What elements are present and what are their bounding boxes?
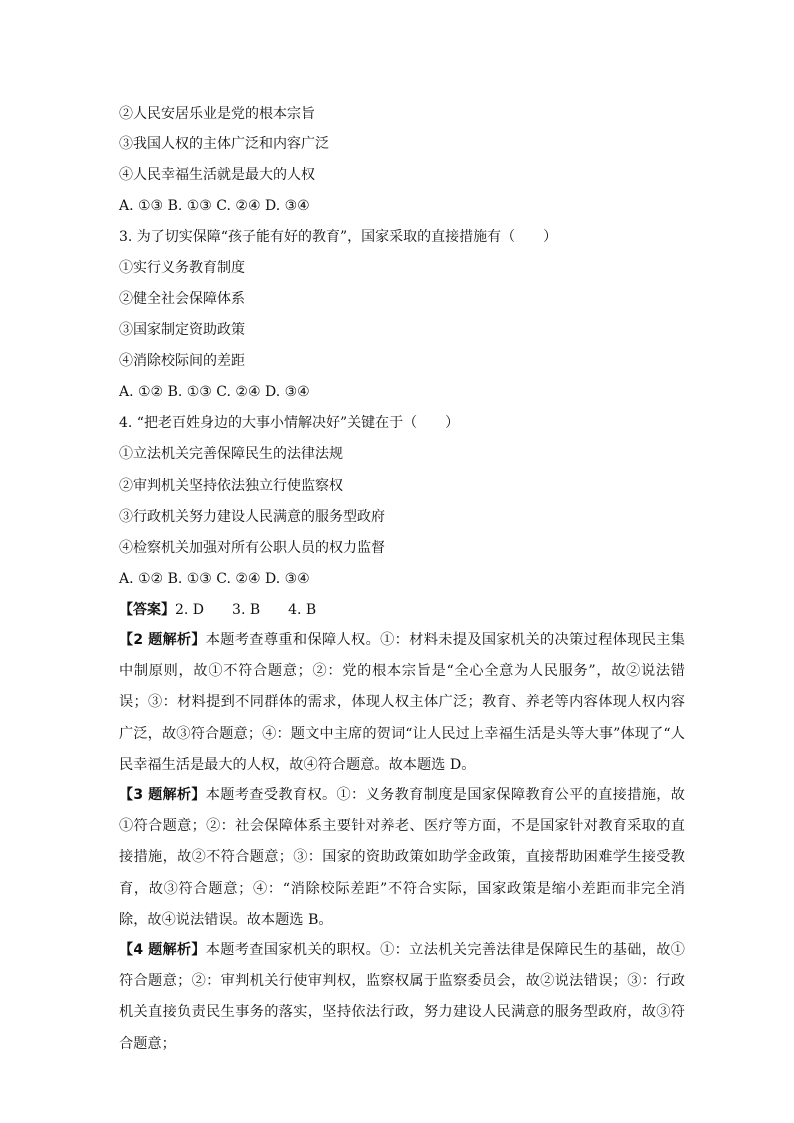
answer-text: 2. D 3. B 4. B: [175, 602, 317, 618]
q4-option-2: ②审判机关坚持依法独立行使监察权: [119, 478, 343, 494]
answer-line: [119, 600, 316, 620]
analysis-q2-label: 【2 题解析】: [119, 632, 206, 648]
q3-option-1: ①实行义务教育制度: [119, 260, 245, 276]
q4-option-3: ③行政机关努力建设人民满意的服务型政府: [119, 509, 385, 525]
analysis-q4-text: 本题考查国家机关的职权。①：立法机关完善法律是保障民生的基础，故①符合题意；②：审判机关行使审判权，监察权属于监察委员会，故②说法错误；③：行政机关直接负责民生事务的落实，坚持依法行政，努力建设人民满意的服务型政府，故③符合题意；: [119, 942, 685, 1052]
q4-stem: 4. “把老百姓身边的大事小情解决好”关键在于（ ）: [119, 415, 460, 431]
q2-choices: A. ①③ B. ①③ C. ②④ D. ③④: [119, 198, 310, 214]
q4-option-4: ④检察机关加强对所有公职人员的权力监督: [119, 540, 385, 556]
analysis-q4: [119, 935, 685, 1060]
q4-option-1: ①立法机关完善保障民生的法律法规: [119, 446, 343, 462]
analysis-q2-text: 本题考查尊重和保障人权。①：材料未提及国家机关的决策过程体现民主集中制原则，故①不符合题意；②：党的根本宗旨是“全心全意为人民服务”，故②说法错误；③：材料提到不同群体的需求，体现人权主体广泛；教育、养老等内容体现人权内容广泛，故③符合题意；④：题文中主席的贺词“让人民过上幸福生活是头等大事”体现了“人民幸福生活是最大的人权，故④符合题意。故本题选 D。: [119, 632, 685, 773]
q2-option-4: ④人民幸福生活就是最大的人权: [119, 167, 315, 183]
q3-option-2: ②健全社会保障体系: [119, 291, 245, 307]
q3-stem: 3. 为了切实保障“孩子能有好的教育”，国家采取的直接措施有（ ）: [119, 229, 558, 245]
analysis-q4-label: 【4 题解析】: [119, 942, 206, 958]
q2-option-2: ②人民安居乐业是党的根本宗旨: [119, 106, 315, 122]
q2-option-3: ③我国人权的主体广泛和内容广泛: [119, 136, 329, 152]
analysis-q3-label: 【3 题解析】: [119, 787, 206, 803]
analysis-q3: [119, 780, 685, 936]
q3-option-3: ③国家制定资助政策: [119, 322, 245, 338]
q3-choices: A. ①② B. ①③ C. ②④ D. ③④: [119, 384, 310, 400]
analysis-q3-text: 本题考查受教育权。①：义务教育制度是国家保障教育公平的直接措施，故①符合题意；②：社会保障体系主要针对养老、医疗等方面，不是国家针对教育采取的直接措施，故②不符合题意；③：国家的资助政策如助学金政策，直接帮助困难学生接受教育，故③符合题意；④：“消除校际差距”不符合实际，国家政策是缩小差距而非完全消除，故④说法错误。故本题选 B。: [119, 787, 685, 928]
q3-option-4: ④消除校际间的差距: [119, 353, 245, 369]
q4-choices: A. ①② B. ①③ C. ②④ D. ③④: [119, 571, 310, 587]
answer-label: 【答案】: [119, 602, 175, 618]
analysis-q2: [119, 625, 685, 781]
